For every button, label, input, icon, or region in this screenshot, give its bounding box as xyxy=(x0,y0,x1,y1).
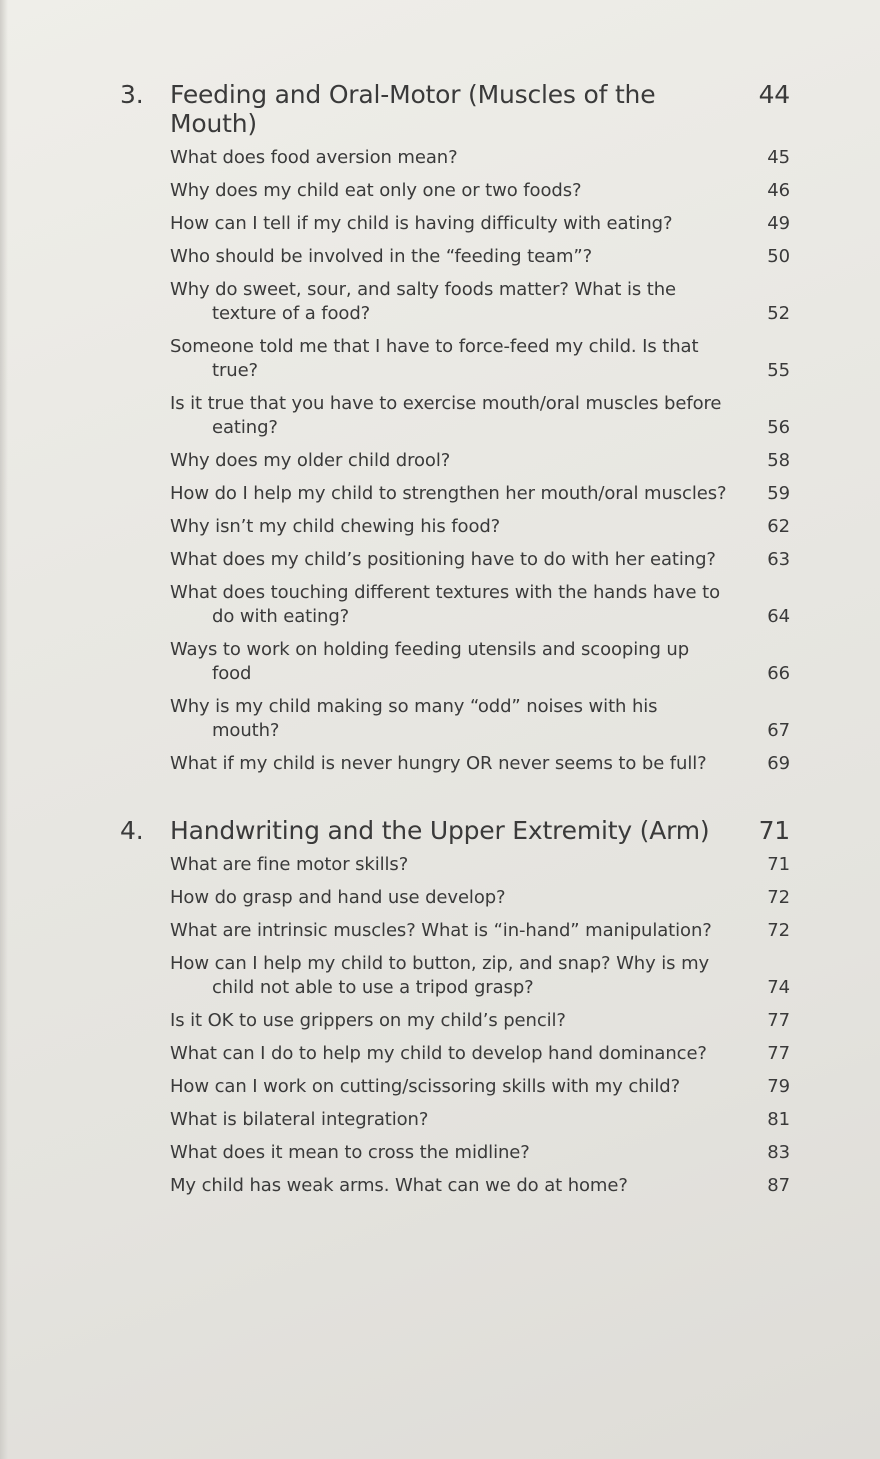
toc-entry xyxy=(170,1009,790,1033)
chapter-heading xyxy=(120,80,790,138)
toc-entry-title: What if my child is never hungry OR never seems to be full? xyxy=(170,753,707,774)
toc-entry-page-number: 59 xyxy=(767,483,790,504)
toc-entry-page-number: 77 xyxy=(767,1010,790,1031)
toc-entry-title: What does food aversion mean? xyxy=(170,147,458,168)
toc-entry-title: Is it true that you have to exercise mouth/oral muscles before eating? xyxy=(170,393,722,438)
toc-entry-title: What are fine motor skills? xyxy=(170,854,409,875)
toc-entry-title: What is bilateral integration? xyxy=(170,1109,429,1130)
toc-entry-title: How do I help my child to strengthen her mouth/oral muscles? xyxy=(170,483,727,504)
toc-entry-page-number: 56 xyxy=(767,417,790,438)
toc-entry xyxy=(170,449,790,473)
toc-entry xyxy=(170,853,790,877)
toc-entry-page-number: 81 xyxy=(767,1109,790,1130)
toc-entry-page-number: 55 xyxy=(767,360,790,381)
toc-entry-page-number: 67 xyxy=(767,720,790,741)
toc-entry xyxy=(170,1075,790,1099)
toc-entry-title: What are intrinsic muscles? What is “in-hand” manipulation? xyxy=(170,920,712,941)
toc-entry-page-number: 71 xyxy=(767,854,790,875)
chapter-3 xyxy=(120,80,790,776)
toc-entry-title: Why is my child making so many “odd” noises with his mouth? xyxy=(170,696,658,741)
toc-entry-page-number: 50 xyxy=(767,246,790,267)
toc-entry xyxy=(170,482,790,506)
toc-entry xyxy=(170,278,790,326)
toc-entry xyxy=(170,335,790,383)
toc-entry-page-number: 46 xyxy=(767,180,790,201)
toc-entry xyxy=(170,179,790,203)
toc-entry xyxy=(170,1042,790,1066)
toc-entry-title: What does it mean to cross the midline? xyxy=(170,1142,530,1163)
toc-entry-title: My child has weak arms. What can we do at home? xyxy=(170,1175,628,1196)
toc-entry-page-number: 45 xyxy=(767,147,790,168)
toc-entry-page-number: 58 xyxy=(767,450,790,471)
toc-entry xyxy=(170,638,790,686)
toc-entry-page-number: 64 xyxy=(767,606,790,627)
toc-entry-page-number: 74 xyxy=(767,977,790,998)
toc-entry-page-number: 66 xyxy=(767,663,790,684)
toc-entry-title: How can I work on cutting/scissoring skills with my child? xyxy=(170,1076,681,1097)
toc-entry xyxy=(170,1174,790,1198)
chapter-title: Handwriting and the Upper Extremity (Arm) xyxy=(170,816,710,845)
toc-entry xyxy=(170,1108,790,1132)
toc-entry-title: How do grasp and hand use develop? xyxy=(170,887,506,908)
toc-entry xyxy=(170,1141,790,1165)
toc-entry-page-number: 72 xyxy=(767,920,790,941)
chapter-4-entries xyxy=(120,853,790,1198)
toc-entry-page-number: 69 xyxy=(767,753,790,774)
toc-entry xyxy=(170,392,790,440)
toc-entry xyxy=(170,752,790,776)
toc-entry-title: How can I tell if my child is having difficulty with eating? xyxy=(170,213,673,234)
chapter-page-number: 44 xyxy=(758,80,790,109)
toc-entry-title: What does my child’s positioning have to do with her eating? xyxy=(170,549,716,570)
toc-entry-title: Who should be involved in the “feeding team”? xyxy=(170,246,593,267)
chapter-4 xyxy=(120,816,790,1198)
toc-entry xyxy=(170,515,790,539)
toc-entry-title: Is it OK to use grippers on my child’s pencil? xyxy=(170,1010,566,1031)
toc-entry-title: What does touching different textures with the hands have to do with eating? xyxy=(170,582,721,627)
toc-entry-page-number: 49 xyxy=(767,213,790,234)
toc-entry-title: Why isn’t my child chewing his food? xyxy=(170,516,501,537)
toc-entry xyxy=(170,886,790,910)
chapter-3-entries xyxy=(120,146,790,776)
toc-entry xyxy=(170,581,790,629)
toc-entry xyxy=(170,919,790,943)
toc-entry-page-number: 83 xyxy=(767,1142,790,1163)
page-edge xyxy=(0,0,8,1459)
toc-entry-page-number: 63 xyxy=(767,549,790,570)
toc-entry xyxy=(170,695,790,743)
chapter-number: 4. xyxy=(120,816,144,845)
table-of-contents xyxy=(120,80,790,1380)
chapter-title: Feeding and Oral-Motor (Muscles of the Mouth) xyxy=(170,80,656,138)
toc-entry xyxy=(170,548,790,572)
toc-entry-title: Why does my older child drool? xyxy=(170,450,451,471)
toc-entry-title: Why does my child eat only one or two foods? xyxy=(170,180,582,201)
toc-entry xyxy=(170,146,790,170)
toc-entry-page-number: 77 xyxy=(767,1043,790,1064)
chapter-page-number: 71 xyxy=(758,816,790,845)
toc-entry-page-number: 72 xyxy=(767,887,790,908)
toc-entry-page-number: 52 xyxy=(767,303,790,324)
toc-entry-title: How can I help my child to button, zip, and snap? Why is my child not able to use a tripod grasp? xyxy=(170,953,710,998)
toc-entry-title: Ways to work on holding feeding utensils and scooping up food xyxy=(170,639,690,684)
toc-entry-page-number: 79 xyxy=(767,1076,790,1097)
toc-entry xyxy=(170,212,790,236)
toc-entry-page-number: 62 xyxy=(767,516,790,537)
toc-entry-title: Someone told me that I have to force-feed my child. Is that true? xyxy=(170,336,699,381)
toc-entry xyxy=(170,245,790,269)
toc-entry-page-number: 87 xyxy=(767,1175,790,1196)
toc-entry xyxy=(170,952,790,1000)
chapter-number: 3. xyxy=(120,80,144,109)
toc-entry-title: What can I do to help my child to develop hand dominance? xyxy=(170,1043,707,1064)
toc-entry-title: Why do sweet, sour, and salty foods matter? What is the texture of a food? xyxy=(170,279,677,324)
chapter-heading xyxy=(120,816,790,845)
